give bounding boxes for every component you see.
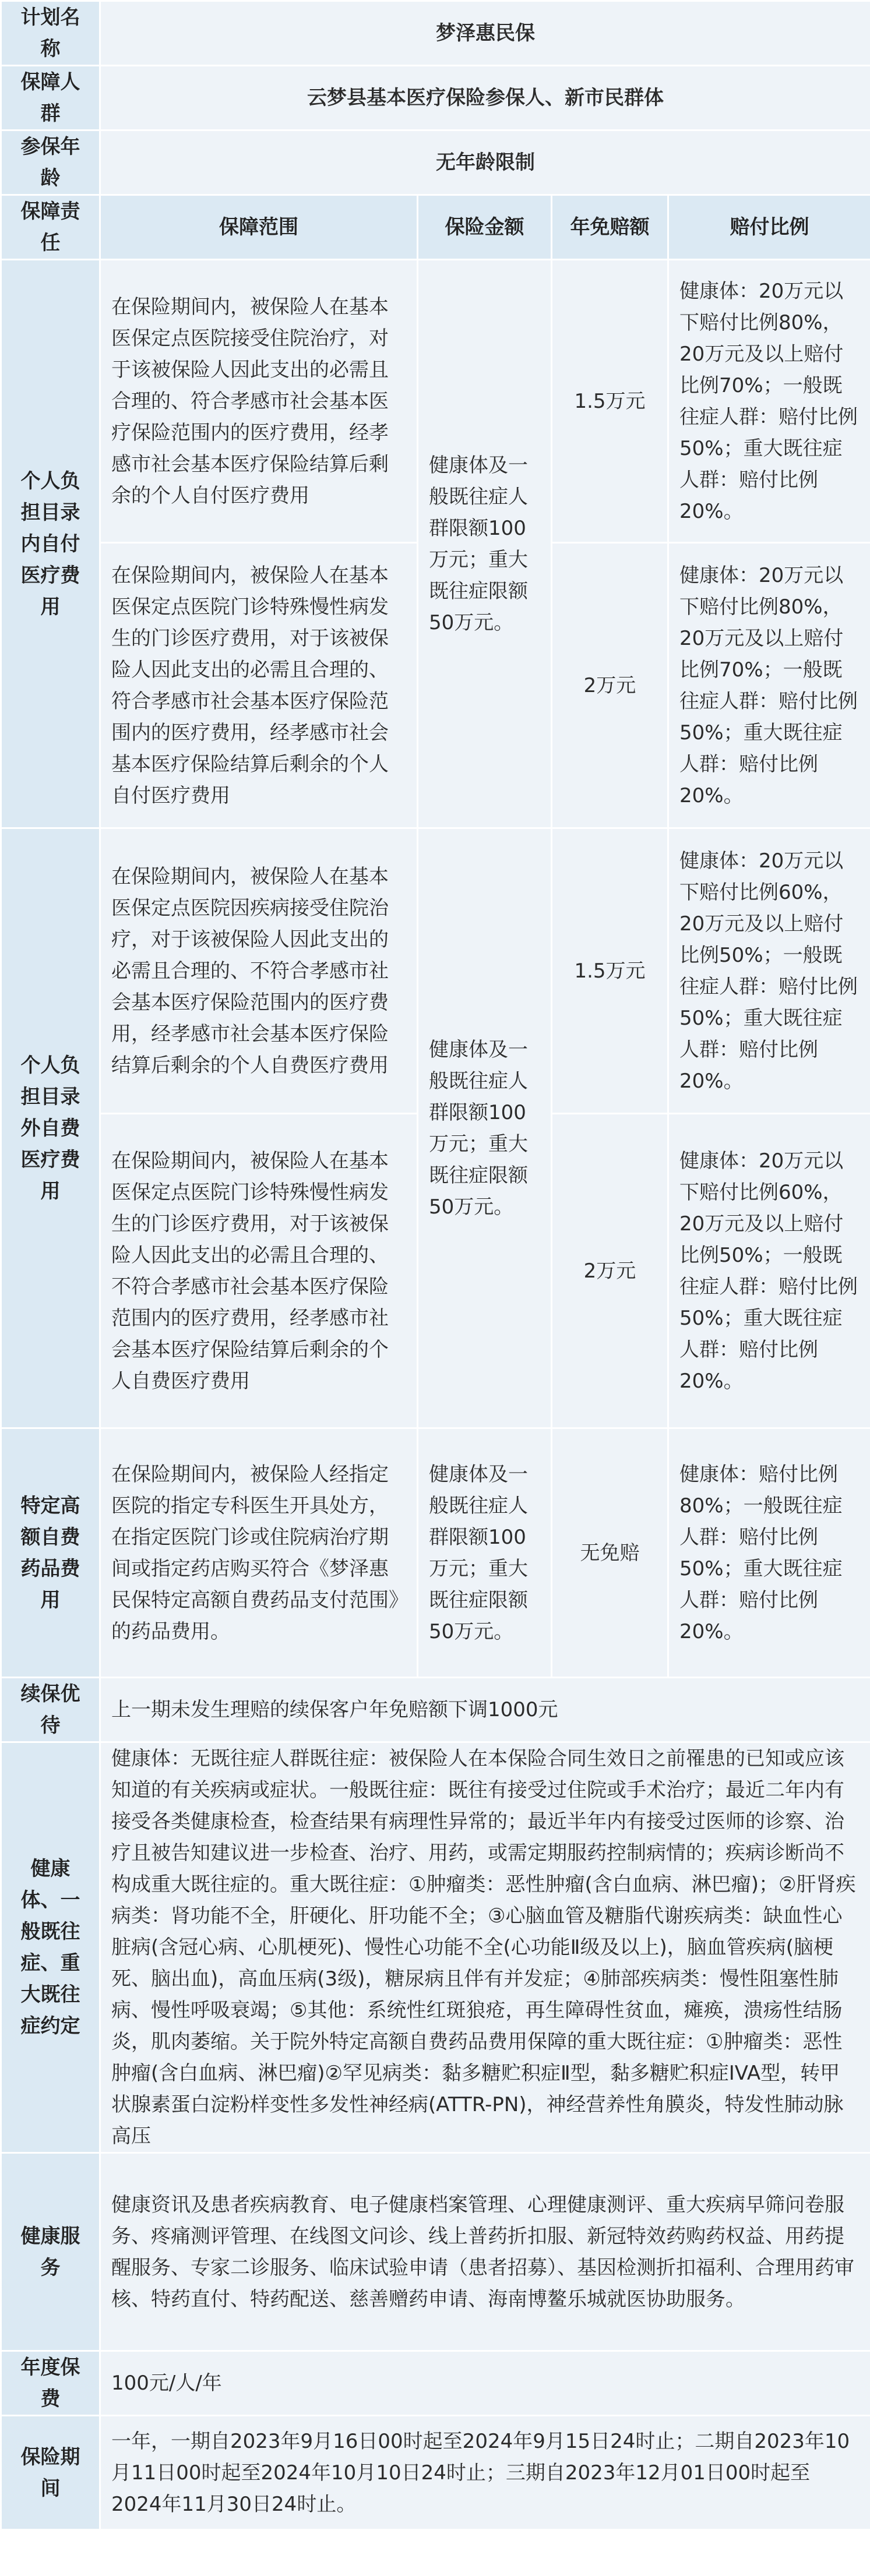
section-1-ratio-1: 健康体：20万元以下赔付比例80%，20万元及以上赔付比例70%；一般既往症人群：赔付比例50%；重大既往症人群：赔付比例20%。 [668, 260, 870, 543]
conditions-row [1, 1742, 870, 2153]
section-3-deductible-1: 无免赔 [552, 1428, 668, 1678]
header-row [1, 195, 870, 260]
renewal-label: 续保优待 [1, 1678, 100, 1742]
renewal-value: 上一期未发生理赔的续保客户年免赔额下调1000元 [100, 1678, 870, 1742]
section-1-scope-1: 在保险期间内，被保险人在基本医保定点医院接受住院治疗，对于该被保险人因此支出的必需且合理的、符合孝感市社会基本医疗保险范围内的医疗费用，经孝感市社会基本医疗保险结算后剩余的个人自付医疗费用 [100, 260, 418, 543]
section-2-deductible-1: 1.5万元 [552, 828, 668, 1114]
section-1-deductible-2: 2万元 [552, 543, 668, 828]
period-value: 一年，一期自2023年9月16日00时起至2024年9月15日24时止；二期自2023年10月11日00时起至2024年10月10日24时止；三期自2023年12月01日00时起至2024年11月30日24时止。 [100, 2416, 870, 2530]
age-row [1, 130, 870, 195]
section-2-title: 个人负担目录外自费医疗费用 [1, 828, 100, 1428]
section-1-scope-2: 在保险期间内，被保险人在基本医保定点医院门诊特殊慢性病发生的门诊医疗费用，对于该被保险人因此支出的必需且合理的、符合孝感市社会基本医疗保险范围内的医疗费用，经孝感市社会基本医疗保险结算后剩余的个人自付医疗费用 [100, 543, 418, 828]
period-label: 保险期间 [1, 2416, 100, 2530]
section-2-scope-2: 在保险期间内，被保险人在基本医保定点医院门诊特殊慢性病发生的门诊医疗费用，对于该被保险人因此支出的必需且合理的、不符合孝感市社会基本医疗保险范围内的医疗费用，经孝感市社会基本医疗保险结算后剩余的个人自费医疗费用 [100, 1114, 418, 1428]
section-2-ratio-1: 健康体：20万元以下赔付比例60%，20万元及以上赔付比例50%；一般既往症人群：赔付比例50%；重大既往症人群：赔付比例20%。 [668, 828, 870, 1114]
section-3-amount: 健康体及一般既往症人群限额100万元；重大既往症限额50万元。 [418, 1428, 552, 1678]
header-scope: 保障范围 [100, 195, 418, 260]
section-3-row-1 [1, 1428, 870, 1678]
section-2-row-1 [1, 828, 870, 1114]
section-1-title: 个人负担目录内自付医疗费用 [1, 260, 100, 828]
insured-group-row [1, 66, 870, 130]
plan-name-row [1, 1, 870, 66]
age-value: 无年龄限制 [100, 130, 870, 195]
renewal-row [1, 1678, 870, 1742]
section-2-scope-1: 在保险期间内，被保险人在基本医保定点医院因疾病接受住院治疗，对于该被保险人因此支出的必需且合理的、不符合孝感市社会基本医疗保险范围内的医疗费用，经孝感市社会基本医疗保险结算后剩余的个人自费医疗费用 [100, 828, 418, 1114]
section-1-row-1 [1, 260, 870, 543]
header-amount: 保险金额 [418, 195, 552, 260]
section-3-scope-1: 在保险期间内，被保险人经指定医院的指定专科医生开具处方，在指定医院门诊或住院病治疗期间或指定药店购买符合《梦泽惠民保特定高额自费药品支付范围》的药品费用。 [100, 1428, 418, 1678]
section-2-ratio-2: 健康体：20万元以下赔付比例60%，20万元及以上赔付比例50%；一般既往症人群：赔付比例50%；重大既往症人群：赔付比例20%。 [668, 1114, 870, 1428]
section-2-amount: 健康体及一般既往症人群限额100万元；重大既往症限额50万元。 [418, 828, 552, 1428]
section-1-ratio-2: 健康体：20万元以下赔付比例80%，20万元及以上赔付比例70%；一般既往症人群：赔付比例50%；重大既往症人群：赔付比例20%。 [668, 543, 870, 828]
header-ratio: 赔付比例 [668, 195, 870, 260]
conditions-value: 健康体：无既往症人群既往症：被保险人在本保险合同生效日之前罹患的已知或应该知道的有关疾病或症状。一般既往症：既往有接受过住院或手术治疗；最近二年内有接受各类健康检查，检查结果有病理性异常的；最近半年内有接受过医师的诊察、治疗且被告知建议进一步检查、治疗、用药，或需定期服药控制病情的；疾病诊断尚不构成重大既往症的。重大既往症：①肿瘤类：恶性肿瘤(含白血病、淋巴瘤)；②肝肾疾病类：肾功能不全，肝硬化、肝功能不全；③心脑血管及糖脂代谢疾病类：缺血性心脏病(含冠心病、心肌梗死)、慢性心功能不全(心功能Ⅱ级及以上)，脑血管疾病(脑梗死、脑出血)，高血压病(3级)，糖尿病且伴有并发症；④肺部疾病类：慢性阻塞性肺病、慢性呼吸衰竭；⑤其他：系统性红斑狼疮，再生障碍性贫血，瘫痪，溃疡性结肠炎，肌肉萎缩。关于院外特定高额自费药品费用保障的重大既往症：①肿瘤类：恶性肿瘤(含白血病、淋巴瘤)②罕见病类：黏多糖贮积症Ⅱ型，黏多糖贮积症IVA型，转甲状腺素蛋白淀粉样变性多发性神经病(ATTR-PN)，神经营养性角膜炎，特发性肺动脉高压 [100, 1742, 870, 2153]
section-1-deductible-1: 1.5万元 [552, 260, 668, 543]
premium-label: 年度保费 [1, 2351, 100, 2416]
premium-value: 100元/人/年 [100, 2351, 870, 2416]
insured-group-label: 保障人群 [1, 66, 100, 130]
section-3-title: 特定高额自费药品费用 [1, 1428, 100, 1678]
age-label: 参保年龄 [1, 130, 100, 195]
section-2-deductible-2: 2万元 [552, 1114, 668, 1428]
header-deductible: 年免赔额 [552, 195, 668, 260]
premium-row [1, 2351, 870, 2416]
services-value: 健康资讯及患者疾病教育、电子健康档案管理、心理健康测评、重大疾病早筛问卷服务、疼痛测评管理、在线图文问诊、线上普药折扣服、新冠特效药购药权益、用药提醒服务、专家二诊服务、临床试验申请（患者招募）、基因检测折扣福利、合理用药审核、特药直付、特药配送、慈善赠药申请、海南博鳌乐城就医协助服务。 [100, 2153, 870, 2351]
section-3-ratio-1: 健康体：赔付比例80%；一般既往症人群：赔付比例50%；重大既往症人群：赔付比例20%。 [668, 1428, 870, 1678]
services-row [1, 2153, 870, 2351]
section-1-amount: 健康体及一般既往症人群限额100万元；重大既往症限额50万元。 [418, 260, 552, 828]
period-row [1, 2416, 870, 2530]
insured-group-value: 云梦县基本医疗保险参保人、新市民群体 [100, 66, 870, 130]
services-label: 健康服务 [1, 2153, 100, 2351]
header-responsibility: 保障责任 [1, 195, 100, 260]
plan-name-label: 计划名称 [1, 1, 100, 66]
plan-name-value: 梦泽惠民保 [100, 1, 870, 66]
conditions-label: 健康体、一般既往症、重大既往症约定 [1, 1742, 100, 2153]
